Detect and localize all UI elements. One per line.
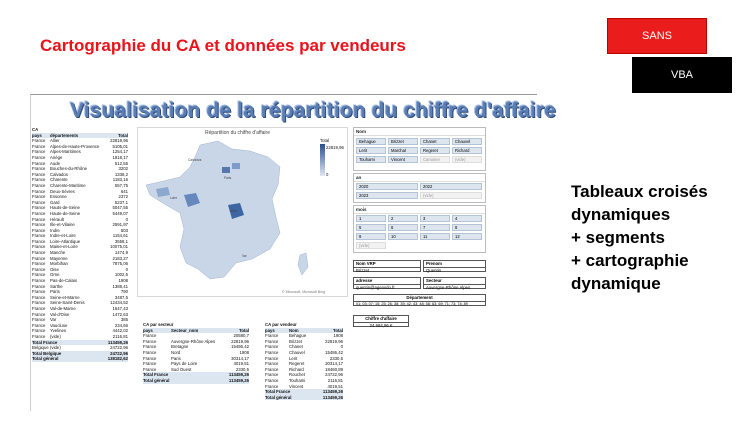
map-legend-min: 0 — [326, 172, 329, 177]
pivot-cell: 20580,7 — [233, 333, 249, 339]
pivot-cell: 503 — [120, 227, 128, 233]
pivot-cell: 1474,9 — [114, 250, 128, 256]
slicer-item[interactable]: 2022 — [420, 183, 482, 190]
pivot-table-secteur[interactable] — [143, 322, 249, 384]
vrp-address-value: quentin@agenvdo.fr — [356, 284, 395, 290]
pivot-cell: 24722,96 — [110, 345, 128, 351]
pivot-cell: France — [265, 366, 279, 372]
pivot-cell: Regeret — [289, 361, 305, 367]
pivot-cell: France — [32, 317, 46, 323]
pivot-cell: Bouches-du-Rhône — [50, 166, 88, 172]
pivot-table-ca[interactable] — [32, 127, 128, 362]
pivot-cell: 30314,17 — [325, 361, 343, 367]
feature-line: + segments — [571, 228, 666, 247]
pivot-cell: France — [32, 294, 46, 300]
pivot-cell: Nord — [171, 349, 181, 355]
slicer-item[interactable]: 8 — [452, 224, 482, 231]
pivot-cell: 5105,01 — [112, 143, 128, 149]
svg-text:Loire: Loire — [170, 196, 178, 200]
pivot-cell: Seine-Saint-Denis — [50, 300, 85, 306]
slicer-nom-title: Nom — [354, 128, 485, 136]
pivot-cell: 2591,97 — [112, 222, 128, 228]
pivot-cell: France — [143, 349, 157, 355]
pivot-cell: France — [32, 328, 46, 334]
pivot-cell: pays — [143, 327, 153, 333]
pivot-cell: Indre-et-Loire — [50, 233, 76, 239]
slicer-item[interactable]: (vide) — [420, 192, 482, 199]
pivot-cell: 790 — [120, 289, 128, 295]
pivot-cell: 1388,41 — [112, 283, 128, 289]
pivot-cell: Hauts-de-Seine — [50, 205, 80, 211]
pivot-cell: Pas-de-Calais — [50, 278, 77, 284]
pivot-cell: Calvados — [50, 171, 68, 177]
pivot-cell: Yvelines — [50, 328, 67, 334]
pivot-cell: France — [143, 361, 157, 367]
pivot-cell: 0 — [125, 266, 128, 272]
pivot-cell: 1183,16 — [112, 177, 128, 183]
slicer-item[interactable]: 6 — [388, 224, 418, 231]
pivot-cell: France — [265, 338, 279, 344]
pivot-cell — [289, 395, 317, 401]
slicer-item[interactable]: 7 — [420, 224, 450, 231]
pivot-cell: 138182,62 — [107, 356, 128, 362]
pivot-cell: 3202 — [118, 166, 128, 172]
pivot-cell: Total Belgique — [32, 350, 62, 356]
pivot-caption: CA par vendeur — [265, 322, 297, 327]
map-legend-scale — [320, 144, 325, 176]
pivot-cell: pays — [32, 132, 42, 138]
pivot-cell: Alpes-de-Haute-Provence — [50, 143, 100, 149]
pivot-cell: Deux-Sèvres — [50, 188, 75, 194]
pivot-cell: pays — [265, 327, 275, 333]
vrp-name-label: Nom VRP — [354, 261, 420, 268]
pivot-cell: 24722,96 — [325, 372, 343, 378]
slicer-item[interactable]: 12 — [452, 233, 482, 240]
pivot-cell: Touhami — [289, 377, 306, 383]
pivot-cell: Ariège — [50, 154, 63, 160]
vrp-ca-label: Chiffre d'affaire — [354, 316, 408, 323]
pivot-cell: France — [32, 166, 46, 172]
pivot-cell: 385 — [120, 317, 128, 323]
slicer-item[interactable]: Behague — [356, 138, 386, 145]
pivot-cell: 30314,17 — [231, 355, 249, 361]
slicer-item[interactable]: Chauvel — [452, 138, 482, 145]
feature-line: Tableaux croisés — [571, 182, 708, 201]
map-legend-max: 22819,96 — [326, 145, 344, 150]
svg-text:Calvados: Calvados — [188, 158, 202, 162]
pivot-cell: Manche — [50, 250, 66, 256]
pivot-cell: Essonne — [50, 194, 67, 200]
pivot-cell: 2372 — [118, 194, 128, 200]
slicer-item[interactable]: 2 — [388, 215, 418, 222]
map-legend-title: Total — [320, 138, 330, 143]
pivot-cell: Ille-et-Vilaine — [50, 222, 75, 228]
pivot-cell: 2183,27 — [112, 255, 128, 261]
pivot-cell: France — [32, 255, 46, 261]
pivot-cell: Nom — [289, 327, 299, 333]
pivot-cell: France — [265, 372, 279, 378]
pivot-total-row — [32, 356, 128, 362]
pivot-cell: 1154,61 — [112, 233, 128, 239]
pivot-cell: Pays de Loire — [171, 361, 198, 367]
slicer-item[interactable]: 10 — [388, 233, 418, 240]
vrp-sector-label: Secteur — [424, 278, 485, 285]
pivot-cell: France — [32, 266, 46, 272]
pivot-cell: France — [32, 188, 46, 194]
pivot-cell: France — [265, 349, 279, 355]
pivot-cell: France — [32, 300, 46, 306]
pivot-cell: 3558,1 — [114, 238, 128, 244]
pivot-cell: Maine-et-Loire — [50, 244, 78, 250]
pivot-cell: 2330,5 — [329, 355, 343, 361]
slicer-item[interactable]: 3 — [420, 215, 450, 222]
pivot-cell: France — [32, 143, 46, 149]
pivot-cell: France — [265, 333, 279, 339]
slicer-item[interactable]: (vide) — [356, 242, 386, 249]
slicer-mois-title: mois — [354, 206, 485, 214]
pivot-cell: Chanet — [289, 344, 303, 350]
map-region-corsica — [298, 253, 308, 275]
pivot-cell: France — [32, 333, 46, 339]
vrp-sector-card — [423, 277, 486, 289]
pivot-cell: Paris — [171, 355, 181, 361]
vrp-sector-value: Auvergne-Rhône Alpes — [426, 284, 471, 290]
pivot-cell: Seine-et-Marne — [50, 294, 80, 300]
slicer-item[interactable]: Chanet — [420, 138, 450, 145]
pivot-cell: France — [32, 311, 46, 317]
pivot-cell: Total — [333, 327, 343, 333]
pivot-cell: 4019,51 — [327, 383, 343, 389]
slicer-item[interactable]: Canonier — [420, 156, 450, 163]
pivot-cell: 1908 — [118, 278, 128, 284]
pivot-cell: 4442,02 — [112, 328, 128, 334]
page-title: Cartographie du CA et données par vendeurs — [40, 36, 406, 55]
svg-text:Allier: Allier — [230, 209, 238, 213]
pivot-cell: France — [32, 182, 46, 188]
pivot-cell: 113459,26 — [228, 372, 249, 378]
slicer-item[interactable]: 11 — [420, 233, 450, 240]
pivot-cell: Chauvel — [289, 349, 305, 355]
pivot-cell: (vide) — [50, 345, 61, 351]
pivot-cell: 12434,52 — [110, 300, 128, 306]
pivot-cell: France — [265, 383, 279, 389]
pivot-cell: France — [143, 355, 157, 361]
pivot-cell: France — [143, 338, 157, 344]
pivot-cell: Behague — [289, 333, 307, 339]
pivot-cell: Total France — [265, 389, 291, 395]
pivot-total-row — [265, 395, 343, 401]
pivot-cell: 1908 — [239, 349, 249, 355]
pivot-cell: 5449,07 — [112, 210, 128, 216]
pivot-cell: France — [143, 344, 157, 350]
vrp-address-card — [353, 277, 421, 289]
svg-text:Paris: Paris — [224, 176, 232, 180]
slicer-item[interactable]: Touhami — [356, 156, 386, 163]
pivot-cell: Lerit — [289, 355, 298, 361]
pivot-cell: Charente — [50, 177, 68, 183]
pivot-cell: Val-d'Oise — [50, 311, 70, 317]
pivot-cell: Secteur_nom — [171, 327, 199, 333]
pivot-cell: Val-de-Marne — [50, 306, 76, 311]
pivot-cell: Orne — [50, 272, 60, 278]
slicer-item[interactable]: Richard — [452, 147, 482, 154]
pivot-cell: Paris — [50, 289, 60, 295]
pivot-cell: France — [32, 227, 46, 233]
pivot-cell: France — [265, 355, 279, 361]
slicer-item[interactable]: Lerit — [356, 147, 386, 154]
pivot-caption: CA — [32, 127, 39, 132]
pivot-cell: Total France — [32, 339, 58, 345]
pivot-table-vendeur[interactable] — [265, 322, 343, 400]
pivot-cell: Brizzet — [289, 338, 303, 344]
pivot-cell: 1338,2 — [114, 171, 128, 177]
pivot-cell: Alpes-Maritimes — [50, 149, 81, 155]
pivot-cell: 15486,42 — [325, 349, 343, 355]
slicer-item[interactable]: Vincent — [388, 156, 418, 163]
map-region-seine-saint-denis — [232, 163, 240, 169]
pivot-cell: Var — [50, 317, 57, 323]
vrp-dept-card — [353, 294, 486, 306]
pivot-cell: 22819,96 — [231, 338, 249, 344]
pivot-cell: 0 — [340, 344, 343, 350]
vrp-ca-card — [353, 315, 409, 327]
pivot-cell: 18460,89 — [325, 366, 343, 372]
map-title: Répartition du chiffre d'affaire — [205, 130, 270, 136]
pivot-cell: France — [32, 261, 46, 267]
slicer-item[interactable]: 4 — [452, 215, 482, 222]
pivot-cell: France — [265, 361, 279, 367]
slicer-item[interactable]: Regeret — [420, 147, 450, 154]
pivot-cell: France — [32, 205, 46, 211]
pivot-cell: 24722,96 — [110, 350, 128, 356]
pivot-cell: 113459,26 — [322, 389, 343, 395]
pivot-cell: 113459,26 — [322, 394, 343, 400]
pivot-cell: Haute-de-Seine — [50, 210, 81, 216]
pivot-cell: France — [32, 238, 46, 244]
pivot-cell: (vide) — [50, 333, 61, 339]
pivot-cell: 2330,5 — [235, 366, 249, 372]
pivot-cell: Richard — [289, 366, 304, 372]
pivot-cell: 2116,81 — [327, 377, 343, 383]
pivot-cell: France — [32, 171, 46, 177]
vrp-dept-label: Département — [354, 295, 485, 302]
pivot-cell: Vincent — [289, 383, 304, 389]
france-map — [140, 137, 325, 292]
pivot-cell: 1472,63 — [112, 311, 128, 317]
pivot-cell: Vaucluse — [50, 322, 68, 328]
vrp-firstname-value: Quentin — [426, 267, 442, 273]
pivot-cell: 1908 — [333, 333, 343, 339]
pivot-cell: France — [32, 272, 46, 278]
pivot-cell: France — [32, 154, 46, 160]
pivot-cell: Total — [239, 327, 249, 333]
pivot-cell: départements — [50, 132, 79, 138]
pivot-cell: 5237,1 — [114, 199, 128, 205]
map-region-paris — [222, 167, 230, 173]
pivot-cell: 113459,26 — [228, 377, 249, 383]
vrp-firstname-label: Prenom — [424, 261, 485, 268]
feature-line: + cartographie — [571, 251, 689, 270]
pivot-cell: 1647,43 — [112, 306, 128, 311]
pivot-cell: Bretagne — [171, 344, 189, 350]
pivot-cell: 512,55 — [114, 160, 128, 166]
pivot-cell: France — [32, 322, 46, 328]
dashboard-title: Visualisation de la répartition du chiffre d'affaire — [70, 99, 556, 122]
pivot-cell: Loire-Atlantique — [50, 238, 81, 244]
pivot-cell: France — [32, 250, 46, 256]
pivot-total-row — [143, 378, 249, 384]
vrp-firstname-card — [423, 260, 486, 272]
pivot-cell: Indre — [50, 227, 60, 233]
pivot-cell: France — [32, 216, 46, 222]
pivot-cell: Aude — [50, 160, 61, 166]
pivot-cell: France — [32, 160, 46, 166]
pivot-cell: Oise — [50, 266, 59, 272]
pivot-cell: France — [265, 344, 279, 350]
pivot-cell: France — [32, 289, 46, 295]
pivot-cell: France — [32, 177, 46, 183]
pivot-cell: Mayenne — [50, 255, 68, 261]
pivot-cell: 1254,17 — [112, 149, 128, 155]
vrp-dept-value: 01; 03; 07; 15; 25; 26; 38; 39; 42; 43; 48; 58; 63; 69; 71; 73; 74; 89 — [356, 301, 468, 306]
slicer-item[interactable]: (vide) — [452, 156, 482, 163]
pivot-cell: Belgique — [32, 345, 49, 351]
pivot-cell — [171, 378, 223, 384]
pivot-cell: 7875,06 — [112, 261, 128, 267]
feature-line: dynamique — [571, 274, 661, 293]
slicer-item[interactable]: 1 — [356, 215, 386, 222]
vrp-ca-value: 24 684,96 € — [369, 322, 393, 328]
pivot-cell: Hérault — [50, 216, 64, 222]
svg-text:Var: Var — [242, 254, 247, 258]
pivot-caption: CA par secteur — [143, 322, 174, 327]
pivot-cell: Total général — [32, 356, 59, 362]
map-region-france — [146, 141, 280, 279]
pivot-cell: France — [32, 210, 46, 216]
pivot-cell: 15486,42 — [231, 344, 249, 350]
pivot-cell: Total général — [143, 377, 170, 383]
sans-button[interactable]: SANS — [607, 18, 707, 54]
pivot-cell: Sud Ouest — [171, 366, 192, 372]
slicer-item[interactable]: 5 — [356, 224, 386, 231]
pivot-cell: Rouchet — [289, 372, 306, 378]
vba-button[interactable]: VBA — [632, 57, 732, 93]
slicer-item[interactable]: 2023 — [356, 192, 418, 199]
pivot-cell: Gard — [50, 199, 60, 205]
pivot-cell: 4019,51 — [233, 361, 249, 367]
slicer-item[interactable]: 9 — [356, 233, 386, 240]
pivot-cell: France — [32, 149, 46, 155]
pivot-cell: 22819,96 — [110, 138, 128, 144]
pivot-cell: 0 — [125, 216, 128, 222]
pivot-cell: France — [32, 283, 46, 289]
pivot-cell: France — [32, 194, 46, 200]
slicer-item[interactable]: Marchal — [388, 147, 418, 154]
pivot-cell: Charente-Maritime — [50, 182, 86, 188]
vrp-name-value: Brizzet — [356, 267, 370, 273]
pivot-cell: France — [32, 278, 46, 284]
pivot-cell: France — [32, 244, 46, 250]
pivot-cell: 557,75 — [114, 182, 128, 188]
pivot-cell: 234,66 — [114, 322, 128, 328]
pivot-cell: France — [143, 333, 157, 339]
pivot-cell: Total France — [143, 372, 169, 378]
vrp-address-label: adresse — [354, 278, 420, 285]
pivot-cell: France — [32, 306, 46, 311]
pivot-cell — [50, 356, 102, 362]
pivot-cell: Morbihan — [50, 261, 68, 267]
map-credit: © Microsoft, Microsoft Bing — [282, 290, 325, 294]
pivot-cell: 641 — [120, 188, 128, 194]
slicer-an-title: an — [354, 174, 485, 182]
pivot-cell: Sarthe — [50, 283, 63, 289]
pivot-cell: France — [32, 233, 46, 239]
pivot-cell: 22819,96 — [325, 338, 343, 344]
pivot-cell: 1818,17 — [112, 154, 128, 160]
pivot-cell: France — [32, 222, 46, 228]
pivot-cell: Total général — [265, 394, 292, 400]
pivot-cell: 1002,5 — [114, 272, 128, 278]
vrp-name-card — [353, 260, 421, 272]
pivot-cell: 10075,01 — [110, 244, 128, 250]
feature-line: dynamiques — [571, 205, 671, 224]
pivot-cell: Allier — [50, 138, 60, 144]
pivot-cell: 3487,5 — [114, 294, 128, 300]
pivot-cell: France — [32, 199, 46, 205]
pivot-cell: France — [265, 377, 279, 383]
pivot-cell: 5047,55 — [112, 205, 128, 211]
pivot-cell: 113459,26 — [107, 339, 128, 345]
pivot-cell: Auvergne-Rhône Alpes — [171, 338, 216, 344]
pivot-cell: France — [32, 138, 46, 144]
slicer-item[interactable]: 2020 — [356, 183, 418, 190]
slicer-item[interactable]: Brizzet — [388, 138, 418, 145]
pivot-cell: 2116,81 — [112, 333, 128, 339]
pivot-cell: Total — [118, 132, 128, 138]
feature-list — [571, 180, 708, 295]
pivot-cell: France — [143, 366, 157, 372]
